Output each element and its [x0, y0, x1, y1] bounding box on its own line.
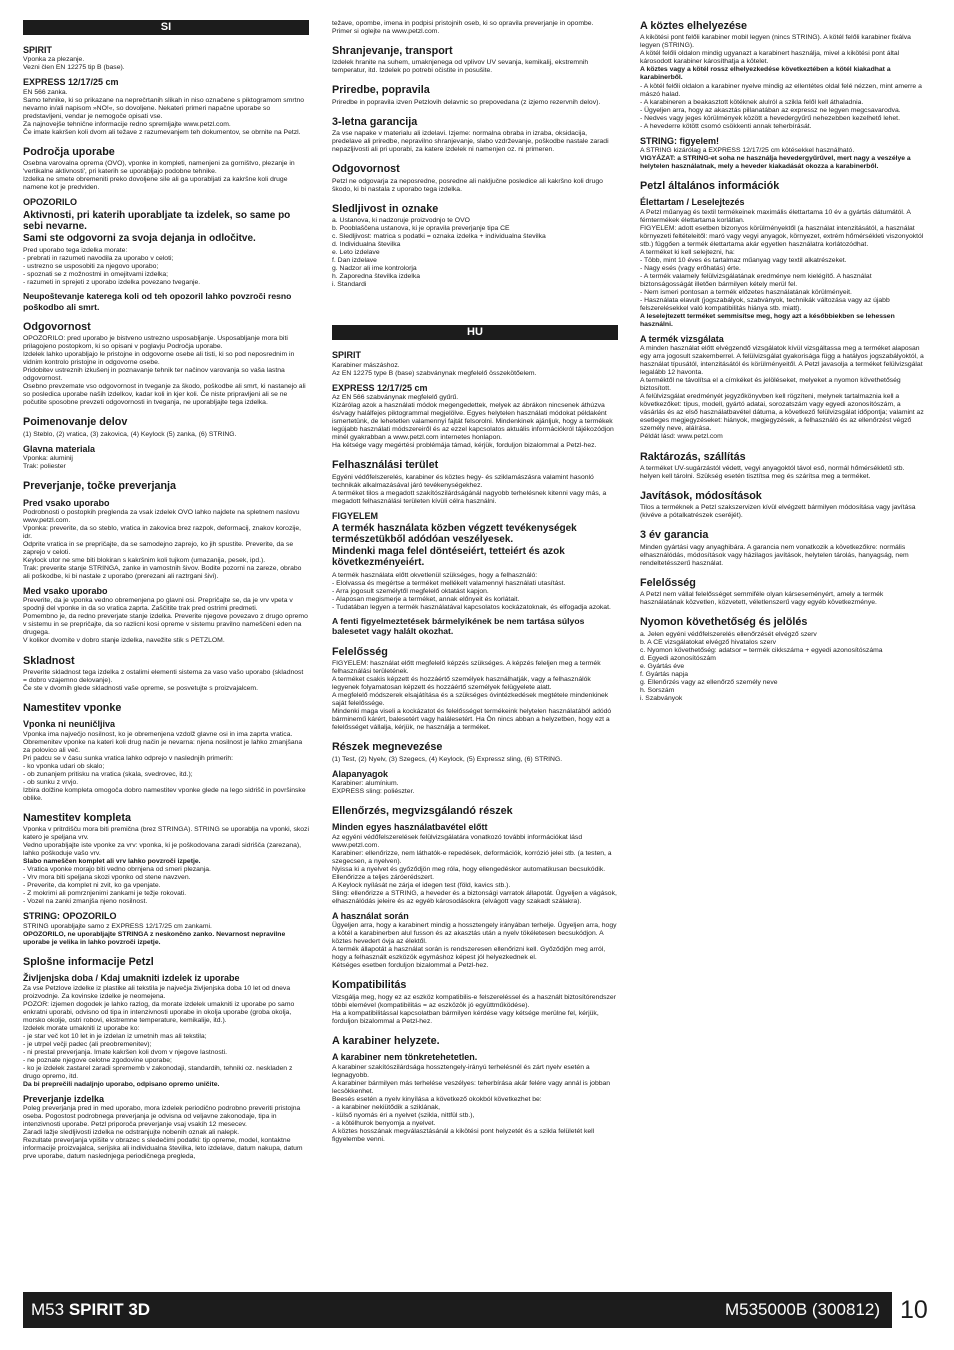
- column-3: [640, 20, 926, 703]
- model-code: M53: [31, 1300, 65, 1319]
- paragraph: a. Ustanova, ki nadzoruje proizvodnjo te OVO b. Pooblaščena ustanova, ki je opravila preverjanje tipa CE c. Sledljivost: matrica s podatki = oznaka izdelka + individualna številka d. Individualna številka e. Leto izdelave f. Dan izdelave g. Nadzor ali ime kontrolorja h. Zaporedna številka izdelka i. Standardi: [332, 217, 546, 289]
- bold-paragraph: A leselejtezett terméket semmisítse meg, hogy azt a későbbiekben se lehessen használni.: [640, 312, 895, 328]
- section-heading: Poimenovanje delov: [23, 416, 128, 429]
- paragraph: Za vse napake v materialu ali izdelavi. Izjeme: normalna obraba in izraba, oksidacija, predelave ali priredbe, nepravilno shranjevanje, slabo vzdrževanje, poškodbe nastale zaradi nepazljivosti ali pri uporabi, za katere izdelek ni namenjen oz. ni primeren.: [332, 130, 609, 154]
- heading: Vponka ni neuničljiva: [23, 719, 116, 730]
- heading: A karabiner nem tönkretehetetlen.: [332, 1052, 478, 1063]
- heading: Minden egyes használatbavétel előtt: [332, 822, 488, 833]
- bold-paragraph: OPOZORILO, ne uporabljajte STRINGA z neskončno zanko. Nevarnost nepravilne uporabe je velika in lahko povzroči izpetje.: [23, 930, 286, 946]
- paragraph: A Petzl nem vállal felelősséget semmiféle olyan kárseseményért, amely a termék használatának közvetlen, közvetett, véletlenszerű vagy egyéb következménye.: [640, 591, 884, 607]
- section-heading: Splošne informacije Petzl: [23, 955, 154, 968]
- paragraph: FIGYELEM: használat előtt megfelelő képzés szükséges. A képzés feleljen meg a termék felhasználási területének. A terméket csakis képzett és hozzáértő személyek használhatják, vagy a felhasználók legyenek folyamatosan képzett és hozzáértő személyek felügyelete alatt. A megfelelő módszerek elsajátítása és a szükséges óvintézkedések megtétele mindenkinek saját felelőssége. Mindenki maga viseli a kockázatot és felelősséget termékeink helytelen használatából adódó bárminemű kárért, balesetért vagy halálesetért. Ha Ön nincs abban a helyzetben, hogy ezt a felelősséget vállalja, kérjük, ne használja a terméket.: [332, 660, 612, 732]
- section-heading: 3 év garancia: [640, 529, 709, 542]
- document-reference: M535000B (300812): [724, 1300, 880, 1319]
- paragraph: STRING uporabljajte samo z EXPRESS 12/17/25 cm zankami.: [23, 922, 212, 930]
- heading: Glavna materiala: [23, 443, 96, 454]
- bold-paragraph: VIGYÁZAT: a STRING-et soha ne használja hevedergyűrűvel, mert nagy a veszélye a helytelen használatnak, mely a heveder kiakadását okozza a karabinerből.: [640, 154, 911, 170]
- section-heading: Namestitev kompleta: [23, 811, 132, 824]
- paragraph: (1) Steblo, (2) vratica, (3) zakovica, (4) Keylock (5) zanka, (6) STRING.: [23, 430, 237, 438]
- section-heading: Részek megnevezése: [332, 741, 443, 754]
- section-heading: Ellenőrzés, megvizsgálandó részek: [332, 805, 513, 818]
- paragraph: Preverite, da je vponka vedno obremenjena po glavni osi. Prepričajte se, da je vrv vpeta v spodnji del vponke in da so vratica zaprta. Zaščitite trak pred ostrimi predmeti. Pomembno je, da redno preverjate stanje izdelka. Preverite njegove povezavo z drugo opremo v sistemu in se prepričajte, da so razlicni kosi opreme v sistemu pravilno nameščeni eden na drugega. V kolikor dvomite v dobro stanje izdelka, navežite stik s PETZLOM.: [23, 597, 308, 645]
- paragraph: težave, opombe, imena in podpisi pristojnih oseb, ki so opravila preverjanje in opombe. Primer si oglejte na www.petzl.com.: [332, 20, 594, 36]
- paragraph: Vponka v pritrdišču mora biti premična (brez STRINGA). STRING se uporablja na vponki, skozi katero je speljana vrv. Vedno uporabljajte iste vponke za vrv: vponka, ki je poškodovana zaradi sidrišča (zarezana), lahko poškoduje vašo vrv.: [23, 826, 309, 858]
- paragraph: Vponka za plezanje. Vezni člen EN 12275 tip B (base).: [23, 56, 125, 72]
- language-band-si: SI: [23, 20, 309, 35]
- section-heading: Sledljivost in oznake: [332, 202, 439, 215]
- section-heading: Javítások, módosítások: [640, 489, 762, 502]
- section-heading: Kompatibilitás: [332, 979, 407, 992]
- section-heading: A köztes elhelyezése: [640, 20, 748, 32]
- paragraph: A STRING kizárólag a EXPRESS 12/17/25 cm kötésekkel használható.: [640, 146, 855, 154]
- paragraph: Vizsgálja meg, hogy ez az eszköz kompatibilis-e felszereléssel és a használt biztosítórendszer többi elemével (kompatibilitás = az eszközök jó együttműködése). Ha a kompatibilitással kapcsolatban bármilyen kérdése vagy kétsége merülne fel, kérjük, forduljon bizalommal a Petzl-hez.: [332, 993, 616, 1025]
- paragraph: Az egyéni védőfelszerelések felülvizsgálatára vonatkozó további információkat lásd www.petzl.com. Karabiner: ellenőrizze, nem láthatók-e repedések, deformációk, korrózió jelei stb. (a testen, a szegecsen, a nyelven). Nyissa ki a nyelvet és győződjön meg róla, hogy ellengedéskor automatikusan becsukódik. Ellenőrizze a teljes záróerédszert. A Keylock nyílását ne zárja el idegen test (föld, kavics stb.). Sling: ellenőrizze a STRING, a heveder és a biztonsági varratok állapotát. Ügyeljen a vágások, elhasználódás jeleire és az egyéb károsodásokra (elvágott vagy szakadt szálakra).: [332, 833, 617, 905]
- bold-paragraph: Da bi preprečili nadaljnjo uporabo, odpisano opremo uničite.: [23, 1080, 220, 1088]
- section-heading: Priredbe, popravila: [332, 84, 430, 97]
- paragraph: - Vratica vponke morajo biti vedno obrnjena od smeri plezanja. - Vrv mora biti speljana skozi vponko od stene navzven. - Preverite, da komplet ni zvit, ko ga vpenjate. - Z mokrimi ali pomrznjenimi zankami je težje rokovati. - Vozel na zanki zmanjša njeno nosilnost.: [23, 866, 211, 906]
- heading: Življenjska doba / Kdaj umakniti izdelek iz uporabe: [23, 973, 240, 984]
- section-heading: Odgovornost: [332, 163, 400, 176]
- heading: Alapanyagok: [332, 768, 389, 779]
- section-heading: Felelősség: [332, 645, 388, 658]
- paragraph: - A kötél felőli oldalon a karabiner nyelve mindig az ellentétes oldal felé nézzen, mint amerre a mászó halad. - A karabineren a beakasztott kötéknek alulról a szikla felől kell áthaladnia. - Ügyeljen arra, hogy az akasztás pillanatában az expressz ne legyen megcsavarodva. - Nedves vagy jeges körülmények között a hevedergyűrű nehezebben kezelhető lehet. - A hevederre kötött csomó csökkenti annak teherbírását.: [640, 82, 922, 130]
- warning-text: Aktivnosti, pri katerih uporabljate ta izdelek, so same po sebi nevarne. Sami ste odgovorni za svoja dejanja in odločitve.: [23, 209, 291, 244]
- heading: STRING: figyelem!: [640, 135, 720, 146]
- paragraph: Minden gyártási vagy anyaghibára. A garancia nem vonatkozik a következőkre: normális elhasználódás, módosítások vagy házilagos javítások, helytelen tárolás, hanyagság, nem rendeltetésszerű használat.: [640, 543, 909, 567]
- product-name: SPIRIT 3D: [68, 1300, 151, 1319]
- section-heading: Skladnost: [23, 654, 75, 667]
- paragraph: A minden használat előtt elvégzendő vizsgálatok kívül vizsgáltassa meg a terméket alaposan egy arra jogosult szakemberrel. A felülvizsgálat gyakorisága függ a hatályos jogszabályoktól, a használat típusától, intenzitásától és körülményeitől. A Petzl javasolja a terméket felülvizsgálat legalább 12 havonta. A terméktől ne távolítsa el a címkéket és jelöléseket, melyeket a nyomon követhetőség biztosított. A felülvizsgálat eredményét jegyzőkönyvben kell rögzíteni, melynek tartalmaznia kell a következőket: típus, modell, gyártó adatai, sorozatszám vagy egyedi azonosítószám, a vásárlás és az első használatbavétel dátuma, a következő felülvizsgálat időpontja; valamint az esetleges megjegyzéseket: hiányok, megjegyzések, a felhasználó és az ellenőrzést végző személy neve, aláírása. Példát lásd: www.petzl.com: [640, 345, 924, 441]
- heading: FIGYELEM: [332, 510, 379, 521]
- heading: STRING: OPOZORILO: [23, 911, 117, 922]
- section-heading: A karabiner helyzete.: [332, 1034, 440, 1047]
- footer-bar: [23, 1292, 892, 1328]
- heading: SPIRIT: [332, 350, 362, 361]
- paragraph: a. Jelen egyéni védőfelszerelés ellenőrzését elvégző szerv b. A CE vizsgálatokat elvégző hivatalos szerv c. Nyomon követhetőség: adatsor = termék cikkszáma + egyedi azonosítószáma d. Egyedi azonosítószám e. Gyártás éve f. Gyártás napja g. Ellenőrzés vagy az ellenőrző személy neve h. Sorszám i. Szabványok: [640, 630, 883, 702]
- paragraph: Za vse Petzlove izdelke iz plastike ali tekstila je največja življenjska doba 10 let od dneva proizvodnje. Za kovinske izdelke je neomejena. POZOR: izjemen dogodek je lahko razlog, da morate izdelek umakniti iz uporabe po samo enkratni uporabi, odvisno od tipa in intenzivnosti uporabe in okolja uporabe (groba okolja, morsko okolje, ostri robovi, ekstremne temperature, kemikalije, itd.). Izdelek morate umakniti iz uporabe ko: - je star več kot 10 let in je izdelan iz umetnih mas ali tekstila; - je utrpel večji padec (ali preobremenitev); - ni prestal preverjanja. Imate kakršen koli dvom v njegove lastnosti. - ne poznate njegove celotne zgodovine uporabe; - ko je izdelek zastarel zaradi sprememb v zakonodaji, standardih, tehniki oz. neskladen z drugo opremo, itd.: [23, 984, 295, 1080]
- paragraph: (1) Test, (2) Nyelv, (3) Szegecs, (4) Keylock, (5) Expressz sling, (6) STRING.: [332, 755, 563, 763]
- section-heading: Področja uporabe: [23, 145, 115, 158]
- section-heading: Odgovornost: [23, 320, 91, 333]
- section-heading: Nyomon követhetőség és jelölés: [640, 616, 808, 629]
- column-1: [23, 20, 309, 1161]
- section-heading: 3-letna garancija: [332, 115, 418, 128]
- section-heading: Petzl általános információk: [640, 179, 780, 192]
- paragraph: Karabiner: alumínium. EXPRESS sling: poliészter.: [332, 779, 415, 795]
- paragraph: Ügyeljen arra, hogy a karabinert mindig a hossztengely irányában terhelje. Ügyeljen arra, hogy a kötél a karabinerben alul fusson és az akasztás után a nyelv tökéletesen becsukódjon. A köztes hevedert óvja az élektől. A termék állapotát a használat során is rendszeresen ellenőrizni kell. Győződjön meg arról, hogy a felhasznált eszközök egymáshoz képest jól helyezkednek el. Kétséges esetben forduljon bizalommal a Petzl-hez.: [332, 922, 617, 970]
- heading: A használat során: [332, 910, 409, 921]
- heading: OPOZORILO: [23, 197, 77, 208]
- emphasis-text: Neupoštevanje katerega koli od teh opozoril lahko povzroči resno poškodbo ali smrt.: [23, 291, 292, 312]
- paragraph: Tilos a terméknek a Petzl szakszervizen kívül elvégzett bármilyen módosítása vagy javítása (kivéve a pótalkatrészek cseréjét).: [640, 504, 916, 520]
- heading: SPIRIT: [23, 45, 53, 55]
- paragraph: Egyéni védőfelszerelés, karabiner és köztes hegy- és sziklamászásra valamint hasonló technikák alkalmazásával járó tevékenységekhez. A terméket tilos a megadott szakítószilárdságánál nagyobb terhelésnek kitenni vagy más, a megadott felhasználási területen kívüli célra használni.: [332, 473, 607, 505]
- warning-text: A termék használata közben végzett tevékenységek természetükből adódóan veszélyesek. Mindenki maga felel döntéseiért, tetteiért és azok következményeiért.: [332, 522, 577, 569]
- heading: Élettartam / Leselejtezés: [640, 197, 745, 208]
- section-heading: Raktározás, szállítás: [640, 450, 746, 463]
- language-band-hu: HU: [332, 325, 618, 340]
- bold-paragraph: A köztes vagy a kötél rossz elhelyezkedése következtében a kötél kiakadhat a karabinerből.: [640, 66, 891, 82]
- heading: A termék vizsgálata: [640, 333, 724, 344]
- heading: EXPRESS 12/17/25 cm: [23, 77, 119, 88]
- paragraph: A terméket UV-sugárzástól védett, vegyi anyagoktól távol eső, normál hőmérsékletű stb. helyen kell tárolni. Szükség esetén tisztítsa meg és szárítsa meg a terméket.: [640, 464, 905, 480]
- paragraph: A termék használata előtt okvetlenül szükséges, hogy a felhasználó: - Elolvassa és megértse a terméket mellékelt valamennyi használati utasítást. - Arra jogosult személytől megfelelő oktatást kapjon. - Alaposan megismerje a terméket, annak előnyeit és korlátait. - Tudatában legyen a termék használatával kapcsolatos kockázatoknak, és elfogadja azokat.: [332, 571, 611, 612]
- section-heading: Felelősség: [640, 576, 696, 589]
- heading: Pred vsako uporabo: [23, 497, 110, 508]
- emphasis-text: A fenti figyelmeztetések bármelyikének be nem tartása súlyos balesetet vagy halált okozhat.: [332, 616, 585, 637]
- section-heading: Preverjanje, točke preverjanja: [23, 480, 177, 493]
- paragraph: A Petzl műanyag és textil termékeinek maximális élettartama 10 év a gyártás dátumától. A fémtermékek élettartama korlátlan. FIGYELEM: adott esetben bizonyos körülményektől (a használat intenzitásától, a használat környezeti feltételeitől: maró vagy vegyi anyagok, környezet, extrém hőmérsékleti viszonyoktól stb.) függően a termék élettartama akár egyetlen használatra korlátozódhat. A terméket ki kell selejtezni, ha: - Több, mint 10 éves és tartalmaz műanyag vagy textil alkatrészeket. - Nagy esés (vagy erőhatás) érte. - A termék valamely felülvizsgálatának eredménye nem kielégítő. A használat biztonságosságát illetően bármilyen kétely merül fel. - Nem ismeri pontosan a termék előzetes használatának körülményeit. - Használata elavult (jogszabályok, szabványok, technikák változása vagy az újabb felszerelésekkel való kompatibilitás hiánya stb. miatt).: [640, 208, 924, 312]
- paragraph: Preverite skladnost tega izdelka z ostalimi elementi sistema za vaso vašo uporabo (skladnost = dobro vzajemno delovanje). Če ste v dvomih glede skladnosti vaše opreme, se posvetujte s proizvajalcem.: [23, 668, 304, 692]
- paragraph: Izdelek hranite na suhem, umaknjenega od vplivov UV sevanja, kemikalij, ekstremnih temperatur, itd. Izdelek po potrebi očistite in posušite.: [332, 59, 589, 75]
- paragraph: Vponka ima največjo nosilnost, ko je obremenjena vzdolž glavne osi in ima zaprta vratica. Obremenitev vponke na kateri koli drug način je nevarna: njena nosilnost je lahko zmanjšana za polovico ali več. Pri padcu se v času sunka vratica lahko odprejo v naslednjih primerih: - ko vponka udari ob skalo; - ob zunanjem pritisku na vratica (skala, svedrovec, itd.); - ob sunku z vrvjo. Izbira dolžine kompleta omogoča dobro namestitev vponke glede na lego sidrišč in površinske oblike.: [23, 730, 306, 802]
- footer-product: [31, 1297, 150, 1323]
- bold-paragraph: Slabo nameščen komplet ali vrv lahko povzroči izpetje.: [23, 858, 201, 866]
- paragraph: Az EN 566 szabványnak megfelelő gyűrű. Kizárólag azok a használati módok megengedettek, melyek az ábrákon nincsenek áthúzva és/vagy halálfejes piktogrammal megjelölve. Egyes helytelen használati módokat példaként ismertetünk, de lehetetlen valamennyi fajtát felsorolni. Mindenkinek ajánljuk, hogy a termékek legújabb használati módszereiről és az ezzel kapcsolatos aktuális információkról tájékozódjon minél gyakrabban a www.petzl.com internetes honlapon. Ha kétsége vagy megértési problémája támad, kérjük, forduljon bizalommal a Petzl-hez.: [332, 394, 614, 450]
- page-number: 10: [900, 1296, 928, 1324]
- heading: Preverjanje izdelka: [23, 1093, 105, 1104]
- paragraph: A kikötési pont felőli karabiner mobil legyen (nincs STRING). A kötél felőli karabiner fixálva legyen (STRING). A kötél felőli oldalon mindig ugyanazt a karabinert használja, mivel a kikötési pont által károsodott karabiner károsíthatja a kötelet.: [640, 34, 911, 66]
- section-heading: Shranjevanje, transport: [332, 45, 453, 58]
- heading: EXPRESS 12/17/25 cm: [332, 382, 428, 393]
- section-heading: Namestitev vponke: [23, 701, 122, 714]
- paragraph: Karabiner mászáshoz. Az EN 12275 type B (base) szabványnak megfelelő összekötőelem.: [332, 361, 537, 377]
- section-heading: Felhasználási terület: [332, 459, 439, 472]
- paragraph: Petzl ne odgovarja za neposredne, posredne ali naključne posledice ali kakršno koli drugo škodo, ki bi nastala z uporabo tega izdelka.: [332, 177, 603, 193]
- paragraph: Priredbe in popravila izven Petzlovih delavnic so prepovedana (z izjemo rezervnih delov).: [332, 98, 601, 106]
- heading: Med vsako uporabo: [23, 586, 108, 597]
- paragraph: A karabiner szakítószilárdsága hossztengely-irányú terhelésnél és zárt nyelv esetén a legnagyobb. A karabiner bármilyen más terhelése veszélyes: teherbírása akár felére vagy annál is jobban lecsökkenhet. Beesés esetén a nyelv kinyílása a következő okokból következhet be: - a karabiner nekiütődik a sziklának, - külső nyomás éri a nyelvet (szikla, nittfül stb.), - a kötélhurok benyomja a nyelvet. A köztes hosszának megválasztásánál a kikötési pont helyzetét és a szikla felületét kell figyelembe venni.: [332, 1063, 611, 1143]
- paragraph: OPOZORILO: pred uporabo je bistveno ustrezno usposabljanje. Usposabljanje mora biti prilagojeno postopkom, ki so opisani v poglavju Področja uporabe. Izdelek lahko uporabljajo le pristojne in odgovorne osebe ali tisti, ki so pod neposrednim in vidnim kontrolo pristojne in odgovorne osebe. Pridobitev ustreznih izkušenj in poznavanje tehnik ter načinov varovanja so vaša lastna odgovornost. Osebno prevzemate vso odgovornost in tveganje za škodo, poškodbe ali smrt, ki nastanejo ali so posledica uporabe naših izdelkov, kadar koli in kjer koli. Če niste pripravljeni ali se ne počutite sposobne prevzeti odgovornosti in tveganja, ne uporabljajte tega izdelka.: [23, 335, 306, 407]
- paragraph: Osebna varovalna oprema (OVO), vponke in kompleti, namenjeni za gorništvo, plezanje in 'vertikalne aktivnosti', pri katerih se uporabljajo podobne tehnike. Izdelka ne smete obremeniti preko dovoljene sile ali ga uporabljati za kakršne koli druge namene kot je predviden.: [23, 160, 295, 192]
- paragraph: Vponka: aluminij Trak: poliester: [23, 455, 73, 471]
- paragraph: Poleg preverjanja pred in med uporabo, mora izdelek periodično podrobno preveriti pristojna oseba. Pogostost podrobnega preverjanja je odvisna od veljavne zakonodaje, tipa in intenzivnosti uporabe. Petzl priporoča preverjanje vsaj vsakih 12 mesecev. Zaradi lažje sledljivosti izdelka ne odstranjujte nobenih oznak ali nalepk. Rezultate preverjanja vpišite v obrazec s sledečimi podatki: tip opreme, model, kontaktne informacije proizvajalca, serijska ali individualna številka, leto izdelave, datum nakupa, datum prve uporabe, datum naslednjega periodičnega pregleda,: [23, 1105, 303, 1161]
- column-2: [332, 20, 618, 1144]
- paragraph: Podrobnosti o postopkih preglenda za vsak izdelek OVO lahko najdete na spletnem naslovu www.petzl.com. Vponka: preverite, da so steblo, vratica in zakovica brez razpok, deformacij, znakov korozije, idr. Odprite vratica in se prepričajte, da se samodejno zaprejo, ko jih spustite. Preverite, da se zaprejo v celoti. Keylock utor ne sme biti blokiran s kakršnim koli tujkom (umazanija, pesek, ipd.). Trak: preverite stanje STRINGA, zanke in vamostnih šivov. Bodite pozorni na zareze, obrabo ali poškodbe, ki bi nastale z uporabo (prerezani ali raztrgani šivi).: [23, 508, 302, 581]
- paragraph: EN 566 zanka. Samo tehnike, ki so prikazane na neprečrtanih slikah in niso označene s piktogramom smrtno nevarno in/ali napisom »NO!«, so dovoljene. Nekateri primeri napačne uporabe so predstavljeni, vendar je nemogoče opisati vse. Za najnovejše tehnične informacije redno spremljajte www.petzl.com. Če imate kakršen koli dvom ali težave z razumevanjem teh dokumentov, se obrnite na Petzl.: [23, 88, 305, 136]
- paragraph: Pred uporabo tega izdelka morate: - prebrati in razumeti navodila za uporabo v celoti; - ustrezno se usposobiti za njegovo uporabo; - spoznati se z možnostmi in omejitvami izdelka; - razumeti in sprejeti z uporabo izdelka povezano tveganje.: [23, 247, 201, 287]
